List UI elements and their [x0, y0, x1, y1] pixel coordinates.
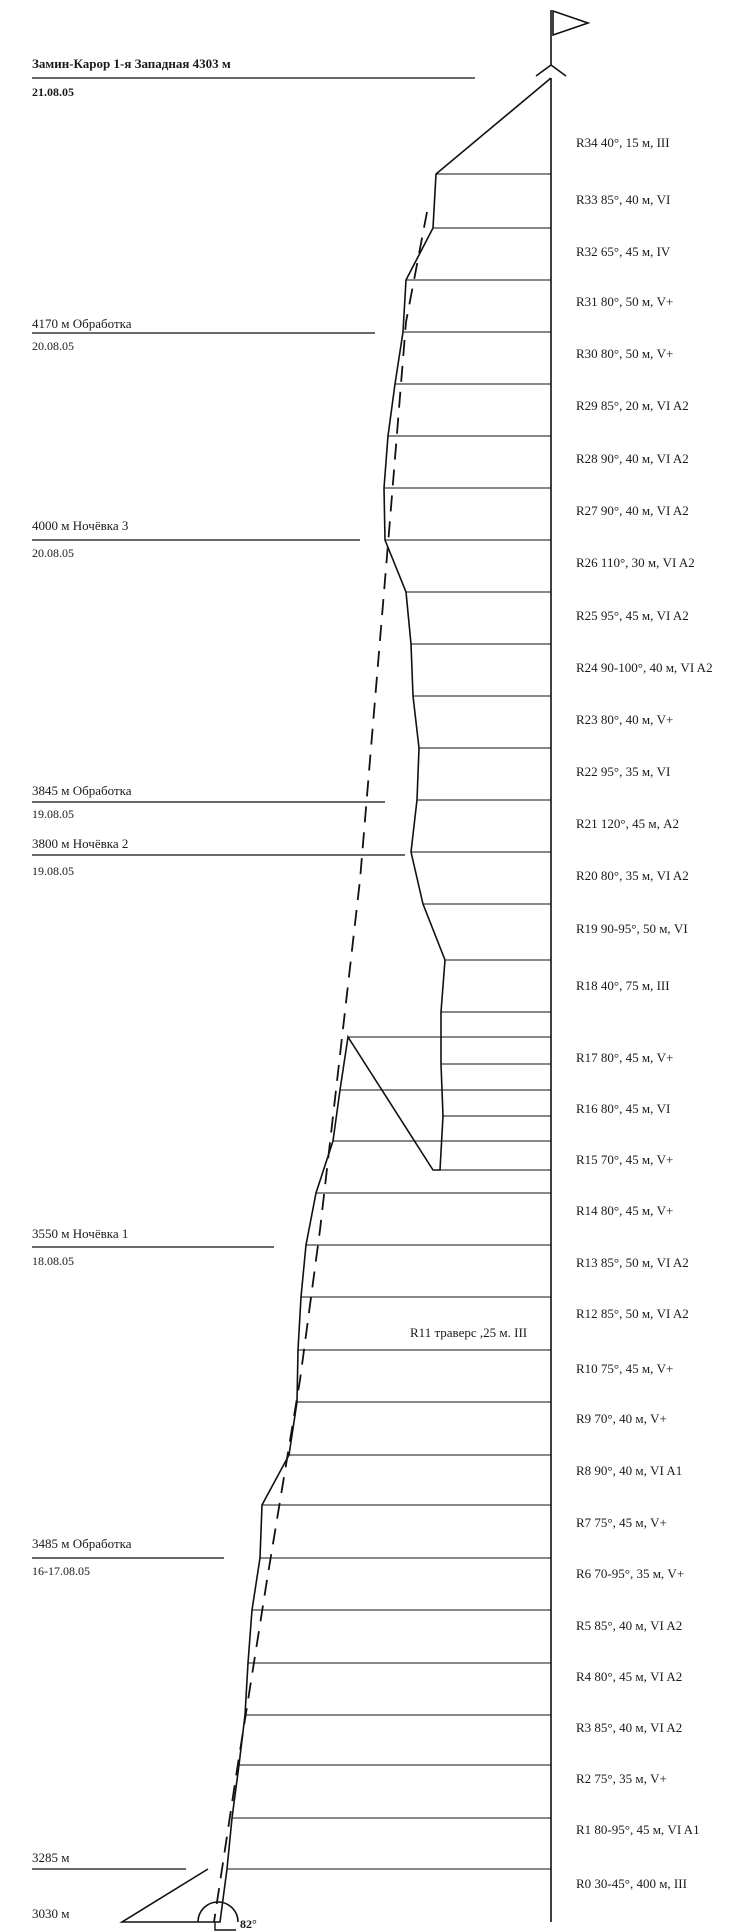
pitch-label: R29 85°, 20 м, VI A2 [576, 398, 689, 413]
pitch-label: R19 90-95°, 50 м, VI [576, 921, 688, 936]
svg-text:18.08.05: 18.08.05 [32, 1254, 74, 1268]
annotation-4170 [32, 316, 375, 353]
pitch-label: R27 90°, 40 м, VI A2 [576, 503, 689, 518]
svg-text:3800 м Ночёвка 2: 3800 м Ночёвка 2 [32, 836, 129, 851]
annotation-3285 [32, 1850, 186, 1869]
summit-flag-icon [536, 10, 588, 76]
svg-text:19.08.05: 19.08.05 [32, 864, 74, 878]
pitch-label: R5 85°, 40 м, VI A2 [576, 1618, 683, 1633]
svg-text:4000 м Ночёвка 3: 4000 м Ночёвка 3 [32, 518, 129, 533]
pitch-label: R7 75°, 45 м, V+ [576, 1515, 667, 1530]
route-title: Замин-Карор 1-я Западная 4303 м [32, 56, 231, 71]
pitch-label: R34 40°, 15 м, III [576, 135, 670, 150]
pitch-label: R3 85°, 40 м, VI A2 [576, 1720, 683, 1735]
svg-text:3485 м Обработка: 3485 м Обработка [32, 1536, 132, 1551]
svg-text:19.08.05: 19.08.05 [32, 807, 74, 821]
traverse-label: R11 траверс ,25 м. III [410, 1325, 528, 1340]
svg-text:3550 м Ночёвка 1: 3550 м Ночёвка 1 [32, 1226, 129, 1241]
pitch-label: R1 80-95°, 45 м, VI A1 [576, 1822, 700, 1837]
pitch-label: R0 30-45°, 400 м, III [576, 1876, 687, 1891]
pitch-label: R2 75°, 35 м, V+ [576, 1771, 667, 1786]
pitch-label: R9 70°, 40 м, V+ [576, 1411, 667, 1426]
pitch-label: R23 80°, 40 м, V+ [576, 712, 674, 727]
pitch-label: R13 85°, 50 м, VI A2 [576, 1255, 689, 1270]
pitch-label: R21 120°, 45 м, A2 [576, 816, 679, 831]
pitch-label: R26 110°, 30 м, VI A2 [576, 555, 695, 570]
pitch-label: R16 80°, 45 м, VI [576, 1101, 671, 1116]
pitch-label: R28 90°, 40 м, VI A2 [576, 451, 689, 466]
annotation-3845 [32, 783, 385, 821]
pitch-label: R18 40°, 75 м, III [576, 978, 670, 993]
pitch-label: R25 95°, 45 м, VI A2 [576, 608, 689, 623]
pitch-label: R32 65°, 45 м, IV [576, 244, 671, 259]
svg-text:20.08.05: 20.08.05 [32, 546, 74, 560]
pitch-label: R24 90-100°, 40 м, VI A2 [576, 660, 713, 675]
svg-text:20.08.05: 20.08.05 [32, 339, 74, 353]
pitch-label: R12 85°, 50 м, VI A2 [576, 1306, 689, 1321]
pitch-label: R8 90°, 40 м, VI A1 [576, 1463, 683, 1478]
base-angle-label: 82° [240, 1917, 257, 1931]
wall-outline [122, 78, 551, 1922]
pitch-label: R33 85°, 40 м, VI [576, 192, 671, 207]
pitch-label: R15 70°, 45 м, V+ [576, 1152, 674, 1167]
pitch-label: R20 80°, 35 м, VI A2 [576, 868, 689, 883]
svg-text:16-17.08.05: 16-17.08.05 [32, 1564, 90, 1578]
route-date: 21.08.05 [32, 85, 74, 99]
svg-text:3030 м: 3030 м [32, 1906, 70, 1921]
pitch-label: R4 80°, 45 м, VI A2 [576, 1669, 683, 1684]
base-angle-marker [198, 1902, 257, 1931]
svg-text:3845 м Обработка: 3845 м Обработка [32, 783, 132, 798]
annotation-3550 [32, 1226, 274, 1268]
pitch-label: R31 80°, 50 м, V+ [576, 294, 674, 309]
annotation-3030 [32, 1906, 69, 1921]
pitch-label: R10 75°, 45 м, V+ [576, 1361, 674, 1376]
pitch-label: R22 95°, 35 м, VI [576, 764, 671, 779]
fall-line [214, 212, 427, 1922]
annotation-3800 [32, 836, 405, 878]
svg-text:3285 м: 3285 м [32, 1850, 70, 1865]
annotation-3485 [32, 1536, 224, 1578]
pitch-label: R6 70-95°, 35 м, V+ [576, 1566, 685, 1581]
annotation-4000 [32, 518, 360, 560]
pitch-label: R30 80°, 50 м, V+ [576, 346, 674, 361]
svg-text:4170 м Обработка: 4170 м Обработка [32, 316, 132, 331]
pitch-labels [576, 135, 713, 1891]
pitch-label: R14 80°, 45 м, V+ [576, 1203, 674, 1218]
pitch-label: R17 80°, 45 м, V+ [576, 1050, 674, 1065]
